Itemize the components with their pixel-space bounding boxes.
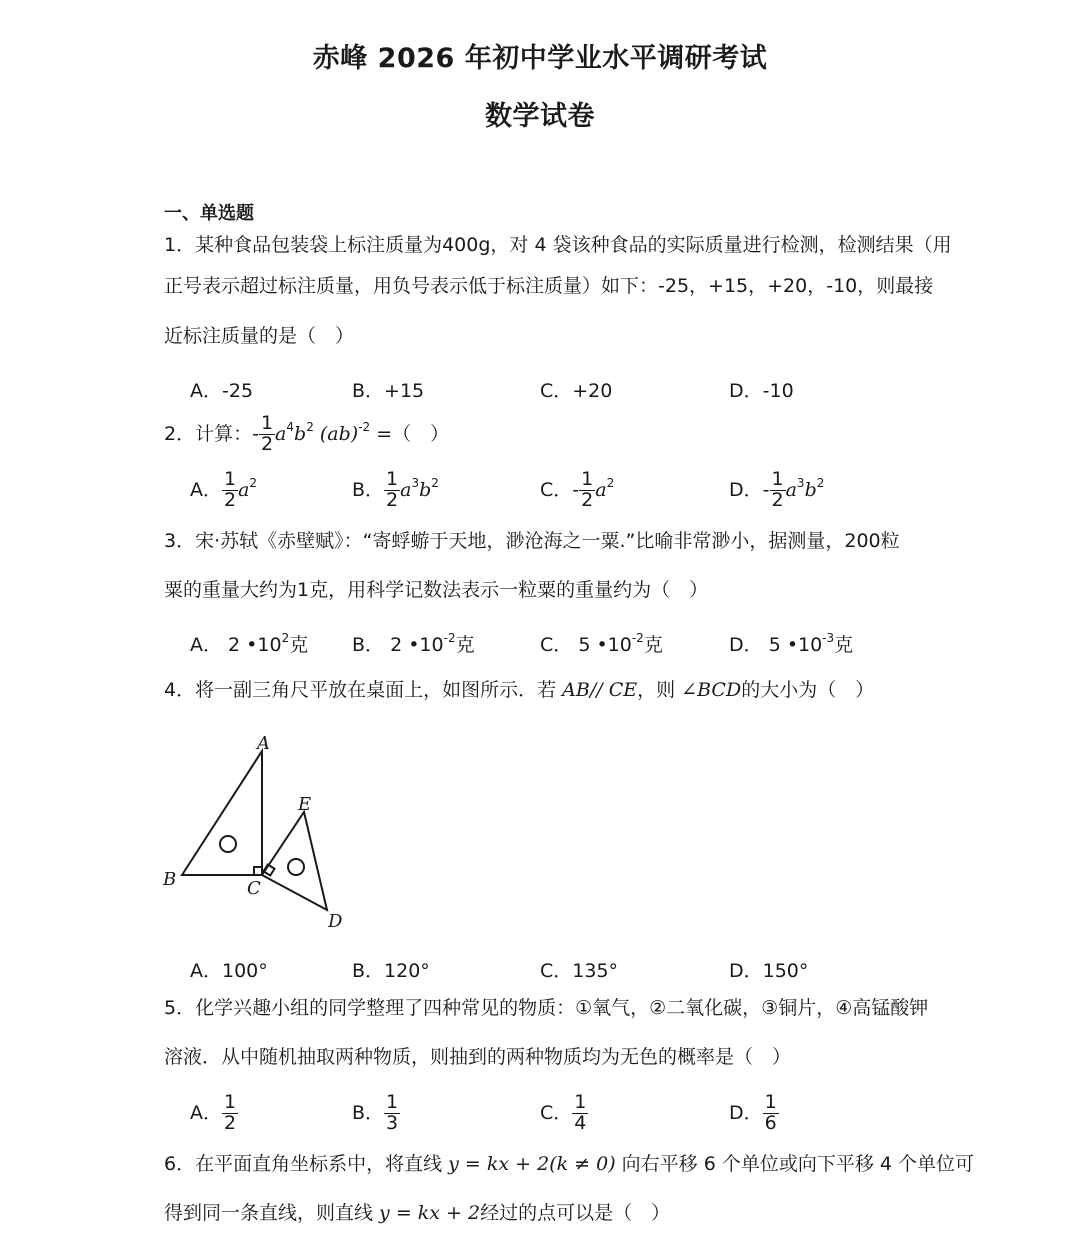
q2-option-d-den: 2 bbox=[771, 488, 784, 511]
q4-label-c: C bbox=[247, 878, 261, 899]
q4-angle: ∠BCD bbox=[681, 679, 742, 701]
q3-option-d-base: 5 •10 bbox=[768, 634, 823, 656]
q2-b: b bbox=[294, 422, 307, 445]
q2-option-d-var: a bbox=[785, 478, 797, 501]
q2-option-c bbox=[540, 470, 614, 511]
q3-option-c-base: 5 •10 bbox=[578, 634, 632, 656]
q2-option-a-exp: 2 bbox=[249, 475, 258, 490]
q3-option-d-unit: 克 bbox=[834, 634, 854, 656]
q6-line2-math: y = kx + 2 bbox=[379, 1202, 481, 1224]
q5-line1: 5．化学兴趣小组的同学整理了四种常见的物质：①氧气，②二氧化碳，③铜片，④高锰酸钾 bbox=[164, 997, 929, 1019]
q2-option-b-var: a bbox=[400, 478, 412, 501]
q5-option-d-num: 1 bbox=[764, 1091, 777, 1113]
q4-option-c: C．135° bbox=[540, 960, 619, 982]
q3-option-d bbox=[729, 630, 853, 657]
q1-option-b: B．+15 bbox=[352, 380, 425, 402]
q4-right-angle-mark-c bbox=[254, 867, 262, 875]
q4-math-ce: CE bbox=[608, 679, 638, 701]
q6-line1 bbox=[164, 1155, 974, 1174]
q3-option-b-exp: -2 bbox=[443, 631, 456, 645]
q2-a-exp: 4 bbox=[286, 419, 295, 434]
q4-label-d: D bbox=[328, 911, 343, 932]
q5-option-b-num: 1 bbox=[386, 1091, 399, 1113]
q1-line2: 正号表示超过标注质量，用负号表示低于标注质量）如下：-25，+15，+20，-10，则最接 bbox=[164, 275, 934, 297]
q5-option-d-frac bbox=[763, 1093, 779, 1134]
q4-stem bbox=[164, 681, 874, 700]
q2-option-d bbox=[729, 470, 824, 511]
q2-fraction bbox=[259, 414, 275, 455]
q3-line1: 3．宋·苏轼《赤壁赋》：“寄蜉蝣于天地，渺沧海之一粟.”比喻非常渺小，据测量，200粒 bbox=[164, 530, 900, 552]
q2-a: a bbox=[275, 422, 287, 445]
q2-option-b-exp: 3 bbox=[411, 475, 420, 490]
q2-option-a-num: 1 bbox=[224, 468, 237, 490]
q5-option-a-den: 2 bbox=[224, 1111, 237, 1134]
q5-option-a-num: 1 bbox=[224, 1091, 237, 1113]
q2-option-b-label: B． bbox=[352, 478, 385, 501]
q4-triangle-figure bbox=[150, 725, 370, 935]
q5-option-b-label: B． bbox=[352, 1101, 385, 1124]
q2-option-b-var2: b bbox=[419, 478, 432, 501]
q5-option-c-label: C． bbox=[540, 1101, 573, 1124]
q5-option-d-den: 6 bbox=[764, 1111, 777, 1134]
q4-text-a: 4．将一副三角尺平放在桌面上，如图所示．若 bbox=[164, 679, 563, 701]
q5-option-a bbox=[190, 1093, 238, 1134]
q4-text-b: ，则 bbox=[637, 679, 676, 701]
q5-option-d-label: D． bbox=[729, 1101, 763, 1124]
q4-option-d: D．150° bbox=[729, 960, 809, 982]
q4-option-b: B．120° bbox=[352, 960, 430, 982]
q5-option-b-frac bbox=[384, 1093, 400, 1134]
q3-option-b-base: 2 •10 bbox=[390, 634, 444, 656]
q2-option-d-sign: - bbox=[762, 478, 770, 501]
q5-option-c-den: 4 bbox=[574, 1111, 587, 1134]
q1-option-d: D．-10 bbox=[729, 380, 794, 402]
q3-option-a-unit: 克 bbox=[289, 634, 309, 656]
q2-option-d-exp: 3 bbox=[796, 475, 805, 490]
q2-stem bbox=[164, 414, 449, 455]
q2-option-d-label: D． bbox=[729, 478, 763, 501]
q2-option-c-var: a bbox=[595, 478, 607, 501]
q2-option-c-frac bbox=[579, 470, 595, 511]
q6-line2-text-a: 得到同一条直线，则直线 bbox=[164, 1202, 380, 1224]
q4-label-a: A bbox=[257, 733, 270, 754]
q3-option-a bbox=[190, 630, 308, 657]
q4-right-angle-mark-e bbox=[263, 864, 274, 875]
q4-triangle-cde bbox=[262, 812, 327, 910]
q3-option-a-label: A． bbox=[190, 634, 222, 656]
q2-option-b-den: 2 bbox=[386, 488, 399, 511]
q2-option-a-frac bbox=[222, 470, 238, 511]
q5-option-c-frac bbox=[572, 1093, 588, 1134]
q6-line1-text-a: 6．在平面直角坐标系中，将直线 bbox=[164, 1153, 449, 1175]
q2-b-exp: 2 bbox=[306, 419, 314, 434]
q4-math-ab: AB bbox=[562, 679, 590, 701]
exam-title: 赤峰 2026 年初中学业水平调研考试 bbox=[312, 43, 768, 74]
q3-option-b-unit: 克 bbox=[455, 634, 475, 656]
q3-option-c-unit: 克 bbox=[643, 634, 663, 656]
q2-option-d-num: 1 bbox=[771, 468, 784, 490]
q2-suffix: =（ ） bbox=[376, 422, 450, 445]
q2-option-d-frac bbox=[770, 470, 786, 511]
q2-prefix: 2．计算： bbox=[164, 422, 253, 445]
q4-parallel: // bbox=[589, 679, 603, 701]
q2-paren-exp: -2 bbox=[358, 419, 371, 434]
q3-option-b-label: B． bbox=[352, 634, 385, 656]
q3-option-b bbox=[352, 630, 475, 657]
q4-triangle-cde-hole bbox=[288, 859, 304, 875]
q3-option-a-exp: 2 bbox=[281, 631, 290, 645]
q5-line2: 溶液．从中随机抽取两种物质，则抽到的两种物质均为无色的概率是（ ） bbox=[164, 1046, 792, 1068]
q4-label-b: B bbox=[163, 869, 177, 890]
q5-option-b bbox=[352, 1093, 400, 1134]
q2-option-b bbox=[352, 470, 439, 511]
q1-line3: 近标注质量的是（ ） bbox=[164, 325, 355, 347]
q2-option-c-sign: - bbox=[572, 478, 580, 501]
q2-frac-num: 1 bbox=[260, 412, 274, 434]
q3-option-c bbox=[540, 630, 663, 657]
q2-neg: - bbox=[252, 422, 259, 445]
q1-option-a: A．-25 bbox=[190, 380, 254, 402]
q6-line2-text-b: 经过的点可以是（ ） bbox=[480, 1202, 671, 1224]
q5-option-c bbox=[540, 1093, 588, 1134]
q5-option-a-frac bbox=[222, 1093, 238, 1134]
q2-paren: (ab) bbox=[319, 422, 359, 445]
q2-option-a bbox=[190, 470, 257, 511]
q3-option-c-exp: -2 bbox=[631, 631, 644, 645]
q3-line2: 粟的重量大约为1克，用科学记数法表示一粒粟的重量约为（ ） bbox=[164, 579, 709, 601]
q2-option-b-frac bbox=[384, 470, 400, 511]
q4-triangle-abc bbox=[182, 751, 262, 875]
q2-option-c-label: C． bbox=[540, 478, 573, 501]
q3-option-a-base: 2 •10 bbox=[228, 634, 282, 656]
exam-subtitle: 数学试卷 bbox=[485, 101, 595, 132]
q2-option-c-num: 1 bbox=[581, 468, 594, 490]
section-heading: 一、单选题 bbox=[164, 203, 254, 224]
q5-option-b-den: 3 bbox=[386, 1111, 399, 1134]
q2-option-a-den: 2 bbox=[224, 488, 237, 511]
q6-line1-math: y = kx + 2(k ≠ 0) bbox=[448, 1153, 616, 1175]
q5-option-d bbox=[729, 1093, 779, 1134]
q2-option-b-num: 1 bbox=[386, 468, 399, 490]
q4-option-a: A．100° bbox=[190, 960, 268, 982]
q2-frac-den: 2 bbox=[260, 432, 274, 455]
q2-option-c-den: 2 bbox=[581, 488, 594, 511]
q5-option-c-num: 1 bbox=[574, 1091, 587, 1113]
q1-line1: 1．某种食品包装袋上标注质量为400g，对 4 袋该种食品的实际质量进行检测，检测结果（用 bbox=[164, 234, 952, 256]
q2-option-d-var2: b bbox=[804, 478, 817, 501]
q4-text-c: 的大小为（ ） bbox=[741, 679, 875, 701]
q2-option-b-exp2: 2 bbox=[431, 475, 439, 490]
q3-option-c-label: C． bbox=[540, 634, 573, 656]
q4-label-e: E bbox=[298, 794, 312, 815]
q1-option-c: C．+20 bbox=[540, 380, 613, 402]
q3-option-d-exp: -3 bbox=[822, 631, 835, 645]
q5-option-a-label: A． bbox=[190, 1101, 222, 1124]
q3-option-d-label: D． bbox=[729, 634, 763, 656]
q2-option-a-label: A． bbox=[190, 478, 222, 501]
q2-option-a-var: a bbox=[238, 478, 250, 501]
q4-triangle-abc-hole bbox=[220, 836, 236, 852]
q2-option-d-exp2: 2 bbox=[816, 475, 825, 490]
q6-line2 bbox=[164, 1204, 670, 1223]
q6-line1-text-b: 向右平移 6 个单位或向下平移 4 个单位可 bbox=[615, 1153, 975, 1175]
q2-option-c-exp: 2 bbox=[606, 475, 615, 490]
